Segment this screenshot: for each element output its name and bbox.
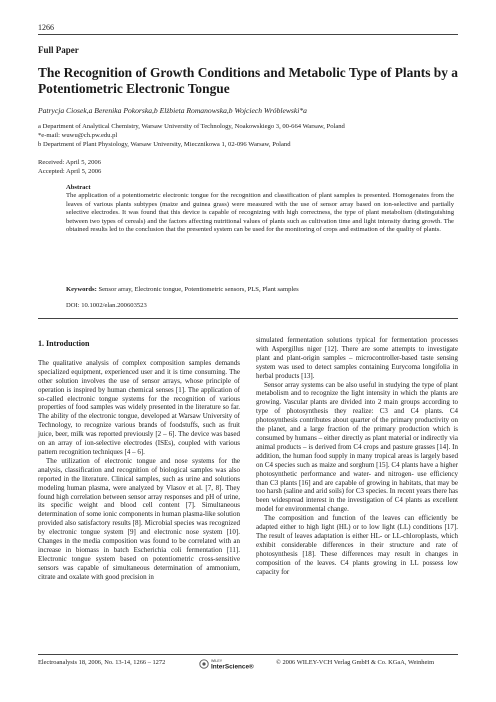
interscience-logo xyxy=(199,657,261,671)
abstract xyxy=(66,184,454,234)
keywords-label: Keywords: xyxy=(66,286,97,293)
left-column xyxy=(38,340,240,582)
section-rule xyxy=(38,318,458,319)
logo-text: InterScience® xyxy=(211,663,254,671)
right-column xyxy=(256,336,458,576)
author-email: *e-mail: wuwu@ch.pw.edu.pl xyxy=(38,132,118,139)
affiliation-a: a Department of Analytical Chemistry, Warsaw University of Technology, Noakowskiego 3, 00-664 Warsaw, Poland xyxy=(38,123,345,130)
received-date: Received: April 5, 2006 xyxy=(38,159,101,166)
author-list: Patrycja Ciosek,a Berenika Pokorska,b Elżbieta Romanowska,b Wojciech Wróblewski*a xyxy=(38,106,307,115)
section-label: Full Paper xyxy=(38,45,79,55)
logo-top-text: WILEY xyxy=(211,659,223,663)
introduction-heading: 1. Introduction xyxy=(38,339,90,348)
dates-block xyxy=(38,158,101,176)
journal-citation: Electroanalysis 18, 2006, No. 13-14, 1266 – 1272 xyxy=(38,659,166,666)
affiliation-b: b Department of Plant Physiology, Warsaw University, Miecznikowa 1, 02-096 Warsaw, Poland xyxy=(38,141,291,148)
keywords xyxy=(66,286,454,293)
footer-rule xyxy=(38,654,458,655)
page-number: 1266 xyxy=(38,23,54,32)
paragraph: simulated fermentation solutions typical for fermentation processes with Aspergillus niger [12]. There are some attempts to investigate plant and plant-origin samples – microcontroller-based taste sensing system was used to detect samples containing Eurycoma longifolia in herbal products [13]. xyxy=(256,336,458,380)
paragraph: Sensor array systems can be also useful in studying the type of plant metabolism and to recognize the light intensity in which the plants are growing. Vascular plants are divided into 2 main groups according to type of photosynthesis they realize: C3 and C4 plants. C4 photosynthesis contributes about quarter of the primary productivity on the planet, and a large fraction of the primary production which is consumed by humans – either directly as plant material or indirectly via animal products – is derived from C4 crops and pasture grasses [14]. In addition, the human food supply in many tropical areas is largely based on C4 species such as maize and sorghum [15]. C4 plants have a higher photosynthetic performance and water- and nitrogen- use efficiency than C3 plants [16] and are capable of growing in habitats, that may be too harsh (saline and arid soils) for C3 species. In recent years there has been widespread interest in the investigation of C4 plants as excellent model for environmental change. xyxy=(256,380,458,514)
article-title: The Recognition of Growth Conditions and Metabolic Type of Plants by a Potentiometric Electronic Tongue xyxy=(38,65,458,96)
abstract-text: The application of a potentiometric electronic tongue for the recognition and classification of plant samples is presented. Homogenates from the leaves of various plants subtypes (maize and guinea grass) were measured with the use of sensor array based on ion-selective and partially selective electrodes. It was found that this device is capable of recognizing with high correctness, the type of plant metabolism (distinguishing between two types of cereals) and the factors affecting nutritional values of plants such as cultivation time and light intensity during growth. The obtained results led to the conclusion that the presented system can be used for the monitoring of crops and estimation of the quality of plants. xyxy=(66,192,454,234)
abstract-heading: Abstract xyxy=(66,184,91,191)
paragraph: The utilization of electronic tongue and nose systems for the analysis, classification and recognition of biological samples was also reported in the literature. Clinical samples, such as urine and solutions modeling human plasma, were analyzed by Vlasov et al. [7, 8]. They found high correlation between sensor array responses and pH of urine, its specific weight and blood cell content [7]. Simultaneous determination of some ionic components in human plasma-like solution provided also satisfactory results [8]. Microbial species was recognized by electronic tongue system [9] and electronic nose system [10]. Changes in the media composition was found to be correlated with an increase in biomass in batch Escherichia coli fermentation [11]. Electronic tongue system based on potentiometric cross-sensitive sensors was capable of simultaneous determination of ammonium, citrate and oxalate with good precision in xyxy=(38,456,240,581)
keywords-text: Sensor array, Electronic tongue, Potentiometric sensors, PLS, Plant samples xyxy=(98,286,299,293)
header-rule xyxy=(38,34,458,35)
paragraph: The composition and function of the leaves can efficiently be adapted either to high light (HL) or to low light (LL) conditions [17]. The result of leaves adaptation is either HL- or LL-chloroplasts, which exhibit considerable differences in their structure and rate of photosynthesis [18]. These differences may result in changes in composition of the leaves. C4 plants growing in LL possess low capacity for xyxy=(256,514,458,576)
doi: DOI: 10.1002/elan.200603523 xyxy=(66,302,147,309)
copyright: © 2006 WILEY-VCH Verlag GmbH & Co. KGaA, Weinheim xyxy=(276,659,435,666)
paragraph: The qualitative analysis of complex composition samples demands specialized equipment, experienced user and it is time consuming. The other solution involves the use of sensor arrays, whose principle of operation is inspired by human chemical senses [1]. The application of so-called electronic tongue systems for the recognition of various properties of food samples was widely presented in the literature so far. The ability of the electronic tongue, developed at Warsaw University of Technology, to recognize various brands of foodstuffs, such as fruit juice, beer, milk was reported previously [2 – 6]. The device was based on an array of ion-selective electrodes (ISEs), coupled with various pattern recognition techniques [4 – 6]. xyxy=(38,358,240,456)
accepted-date: Accepted: April 5, 2006 xyxy=(38,168,102,175)
